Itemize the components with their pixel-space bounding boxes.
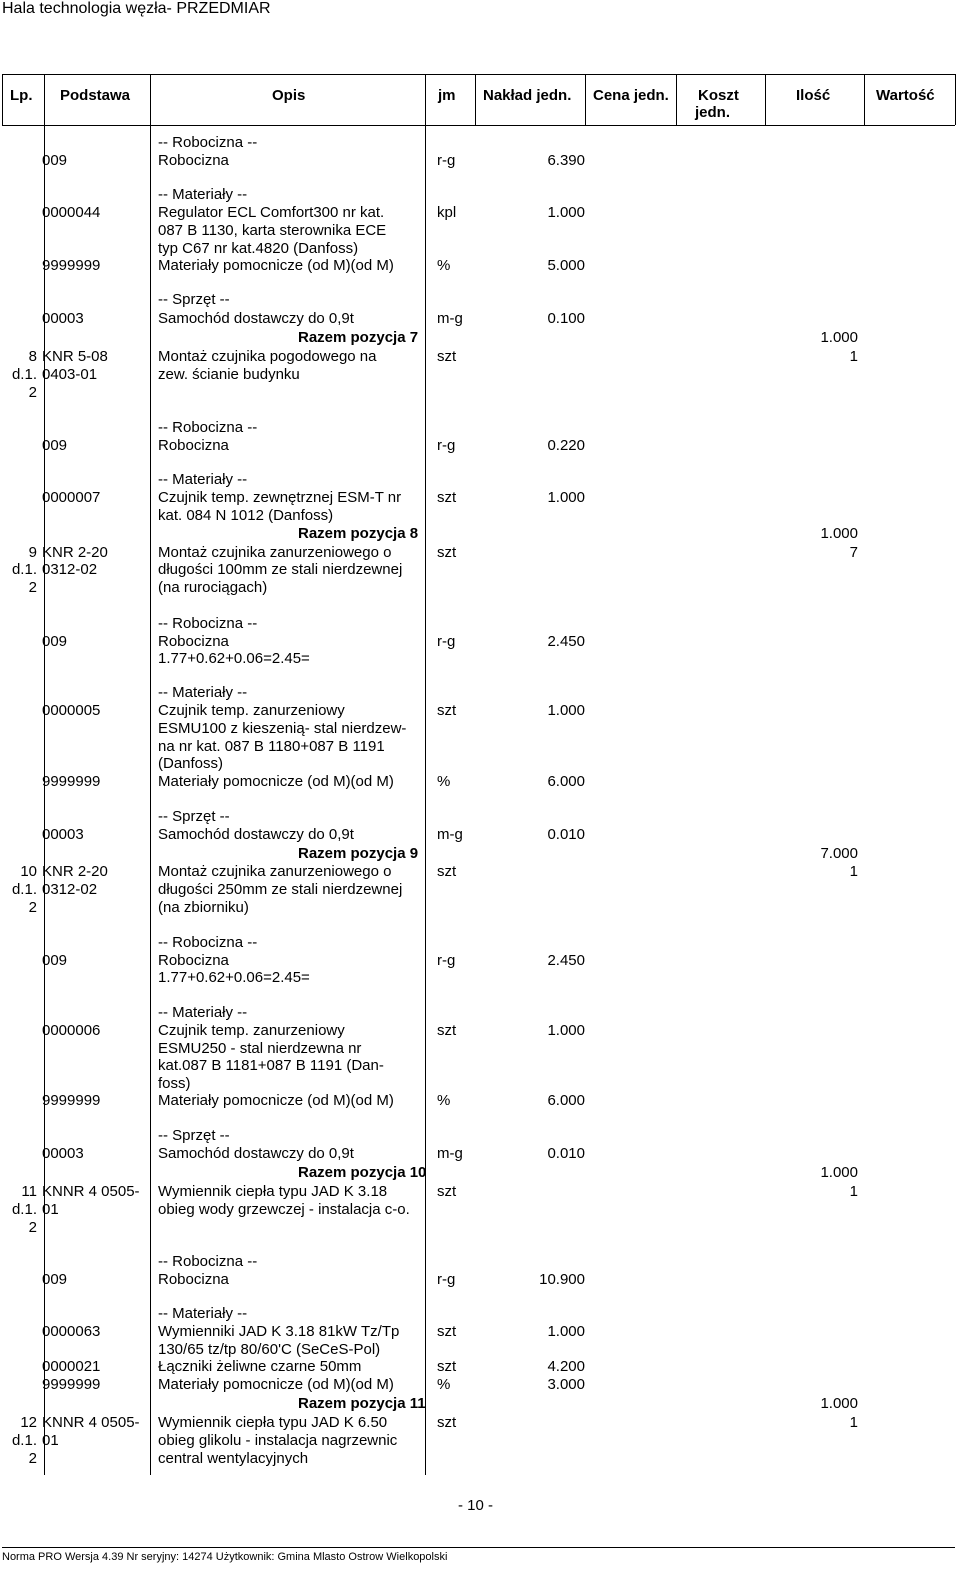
col-header-cena: Cena jedn. bbox=[593, 87, 669, 104]
quantity-value: 1 bbox=[849, 1183, 858, 1200]
description-text: Wymienniki JAD K 3.18 81kW Tz/Tp bbox=[158, 1323, 400, 1340]
unit-text: r-g bbox=[437, 437, 456, 454]
description-text: Samochód dostawczy do 0,9t bbox=[158, 826, 354, 843]
unit-text: szt bbox=[437, 1358, 457, 1375]
description-text: Wymiennik ciepła typu JAD K 6.50 bbox=[158, 1414, 388, 1431]
position-number: 12 bbox=[20, 1414, 37, 1431]
norm-value: 2.450 bbox=[547, 952, 585, 969]
unit-text: r-g bbox=[437, 1271, 456, 1288]
footer-text: Norma PRO Wersja 4.39 Nr seryjny: 14274 Użytkownik: Gmina Mlasto Ostrow Wielkopolski bbox=[2, 1551, 448, 1563]
unit-text: r-g bbox=[437, 152, 456, 169]
description-text: ESMU100 z kieszenią- stal nierdzew- bbox=[158, 720, 407, 737]
basis-code: 01 bbox=[42, 1432, 59, 1449]
quantity-value: 1 bbox=[849, 1414, 858, 1431]
norm-value: 1.000 bbox=[547, 489, 585, 506]
column-rule bbox=[150, 125, 151, 1475]
unit-text: szt bbox=[437, 544, 457, 561]
header-divider bbox=[150, 74, 151, 125]
unit-text: % bbox=[437, 773, 451, 790]
header-divider bbox=[585, 74, 586, 125]
norm-value: 0.010 bbox=[547, 826, 585, 843]
quantity-value: 7 bbox=[849, 544, 858, 561]
position-number: 10 bbox=[20, 863, 37, 880]
col-header-koszt-2: jedn. bbox=[695, 104, 731, 121]
header-divider bbox=[676, 74, 677, 125]
basis-code: 0000005 bbox=[42, 702, 101, 719]
quantity-value: 1.000 bbox=[820, 525, 858, 542]
unit-text: szt bbox=[437, 863, 457, 880]
col-header-lp: Lp. bbox=[10, 87, 33, 104]
description-text: -- Materiały -- bbox=[158, 186, 248, 203]
description-text: -- Robocizna -- bbox=[158, 419, 258, 436]
description-text: 1.77+0.62+0.06=2.45= bbox=[158, 650, 310, 667]
description-text: (na rurociągach) bbox=[158, 579, 268, 596]
description-text: Robocizna bbox=[158, 152, 229, 169]
norm-value: 1.000 bbox=[547, 1323, 585, 1340]
description-text: Robocizna bbox=[158, 437, 229, 454]
unit-text: szt bbox=[437, 702, 457, 719]
description-text: Samochód dostawczy do 0,9t bbox=[158, 310, 354, 327]
position-number: d.1. bbox=[11, 1432, 37, 1449]
position-number: 2 bbox=[28, 1219, 37, 1236]
description-text: foss) bbox=[158, 1075, 191, 1092]
basis-code: 00003 bbox=[42, 310, 84, 327]
document-title: Hala technologia węzła- PRZEDMIAR bbox=[2, 0, 271, 17]
description-text: kat. 084 N 1012 (Danfoss) bbox=[158, 507, 334, 524]
basis-code: 0000007 bbox=[42, 489, 101, 506]
norm-value: 5.000 bbox=[547, 257, 585, 274]
basis-code: KNR 2-20 bbox=[42, 544, 108, 561]
quantity-value: 1 bbox=[849, 863, 858, 880]
description-text: 1.77+0.62+0.06=2.45= bbox=[158, 969, 310, 986]
basis-code: 0000021 bbox=[42, 1358, 101, 1375]
quantity-value: 1.000 bbox=[820, 329, 858, 346]
description-text: Robocizna bbox=[158, 952, 229, 969]
description-text: kat.087 B 1181+087 B 1191 (Dan- bbox=[158, 1057, 384, 1074]
description-text: Materiały pomocnicze (od M)(od M) bbox=[158, 773, 394, 790]
description-text: -- Sprzęt -- bbox=[158, 291, 230, 308]
header-divider bbox=[475, 74, 476, 125]
description-text: -- Sprzęt -- bbox=[158, 808, 230, 825]
description-text: -- Sprzęt -- bbox=[158, 1127, 230, 1144]
position-number: 2 bbox=[28, 899, 37, 916]
norm-value: 3.000 bbox=[547, 1376, 585, 1393]
col-header-koszt: Koszt bbox=[698, 87, 739, 104]
description-text: 087 B 1130, karta sterownika ECE bbox=[158, 222, 387, 239]
quantity-value: 7.000 bbox=[820, 845, 858, 862]
header-divider bbox=[864, 74, 865, 125]
basis-code: 0403-01 bbox=[42, 366, 98, 383]
description-text: Wymiennik ciepła typu JAD K 3.18 bbox=[158, 1183, 388, 1200]
norm-value: 6.000 bbox=[547, 773, 585, 790]
basis-code: 0312-02 bbox=[42, 561, 98, 578]
description-text: 130/65 tz/tp 80/60'C (SeCeS-Pol) bbox=[158, 1341, 381, 1358]
description-text: Montaż czujnika zanurzeniowego o bbox=[158, 863, 392, 880]
norm-value: 1.000 bbox=[547, 1022, 585, 1039]
col-header-opis: Opis bbox=[272, 87, 306, 104]
unit-text: szt bbox=[437, 1323, 457, 1340]
description-text: -- Materiały -- bbox=[158, 1305, 248, 1322]
position-total-label: Razem pozycja 7 bbox=[298, 329, 419, 346]
basis-code: 0000006 bbox=[42, 1022, 101, 1039]
norm-value: 1.000 bbox=[547, 702, 585, 719]
description-text: Materiały pomocnicze (od M)(od M) bbox=[158, 257, 394, 274]
position-number: 2 bbox=[28, 1450, 37, 1467]
header-divider bbox=[425, 74, 426, 125]
position-number: 2 bbox=[28, 579, 37, 596]
description-text: -- Robocizna -- bbox=[158, 134, 258, 151]
header-top-rule bbox=[2, 74, 955, 75]
unit-text: szt bbox=[437, 1022, 457, 1039]
basis-code: 009 bbox=[42, 152, 68, 169]
header-bottom-rule bbox=[2, 125, 955, 126]
basis-code: 00003 bbox=[42, 1145, 84, 1162]
col-header-jm: jm bbox=[438, 87, 456, 104]
basis-code: 01 bbox=[42, 1201, 59, 1218]
unit-text: % bbox=[437, 1092, 451, 1109]
position-total-label: Razem pozycja 10 bbox=[298, 1164, 427, 1181]
description-text: Materiały pomocnicze (od M)(od M) bbox=[158, 1376, 394, 1393]
basis-code: 00003 bbox=[42, 826, 84, 843]
description-text: -- Robocizna -- bbox=[158, 615, 258, 632]
description-text: Czujnik temp. zewnętrznej ESM-T nr bbox=[158, 489, 402, 506]
basis-code: KNR 5-08 bbox=[42, 348, 108, 365]
quantity-value: 1 bbox=[849, 348, 858, 365]
description-text: Regulator ECL Comfort300 nr kat. bbox=[158, 204, 385, 221]
description-text: Robocizna bbox=[158, 1271, 229, 1288]
col-header-ilosc: Ilość bbox=[796, 87, 831, 104]
description-text: Czujnik temp. zanurzeniowy bbox=[158, 1022, 345, 1039]
header-divider bbox=[955, 74, 956, 125]
description-text: (Danfoss) bbox=[158, 755, 224, 772]
unit-text: % bbox=[437, 257, 451, 274]
norm-value: 0.100 bbox=[547, 310, 585, 327]
unit-text: szt bbox=[437, 489, 457, 506]
description-text: Montaż czujnika zanurzeniowego o bbox=[158, 544, 392, 561]
position-total-label: Razem pozycja 9 bbox=[298, 845, 419, 862]
description-text: -- Materiały -- bbox=[158, 1004, 248, 1021]
basis-code: 0312-02 bbox=[42, 881, 98, 898]
position-number: d.1. bbox=[11, 1201, 37, 1218]
norm-value: 1.000 bbox=[547, 204, 585, 221]
basis-code: 009 bbox=[42, 1271, 68, 1288]
position-total-label: Razem pozycja 8 bbox=[298, 525, 419, 542]
unit-text: szt bbox=[437, 348, 457, 365]
description-text: zew. ścianie budynku bbox=[158, 366, 300, 383]
description-text: długości 100mm ze stali nierdzewnej bbox=[158, 561, 403, 578]
norm-value: 2.450 bbox=[547, 633, 585, 650]
position-number: d.1. bbox=[11, 366, 37, 383]
position-number: 8 bbox=[28, 348, 37, 365]
position-number: 9 bbox=[28, 544, 37, 561]
description-text: Montaż czujnika pogodowego na bbox=[158, 348, 377, 365]
description-text: Czujnik temp. zanurzeniowy bbox=[158, 702, 345, 719]
basis-code: 9999999 bbox=[42, 257, 101, 274]
header-divider bbox=[765, 74, 766, 125]
quantity-value: 1.000 bbox=[820, 1395, 858, 1412]
description-text: -- Materiały -- bbox=[158, 684, 248, 701]
page-number: - 10 - bbox=[458, 1497, 494, 1514]
description-text: -- Materiały -- bbox=[158, 471, 248, 488]
basis-code: 0000044 bbox=[42, 204, 101, 221]
description-text: Łączniki żeliwne czarne 50mm bbox=[158, 1358, 362, 1375]
basis-code: 9999999 bbox=[42, 1092, 101, 1109]
quantity-value: 1.000 bbox=[820, 1164, 858, 1181]
unit-text: m-g bbox=[437, 310, 463, 327]
description-text: ESMU250 - stal nierdzewna nr bbox=[158, 1040, 362, 1057]
description-text: obieg glikolu - instalacja nagrzewnic bbox=[158, 1432, 398, 1449]
norm-value: 10.900 bbox=[539, 1271, 585, 1288]
basis-code: 009 bbox=[42, 633, 68, 650]
unit-text: m-g bbox=[437, 826, 463, 843]
col-header-podstawa: Podstawa bbox=[60, 87, 131, 104]
header-divider bbox=[2, 74, 3, 125]
description-text: na nr kat. 087 B 1180+087 B 1191 bbox=[158, 738, 385, 755]
description-text: -- Robocizna -- bbox=[158, 1253, 258, 1270]
basis-code: KNR 2-20 bbox=[42, 863, 108, 880]
position-number: d.1. bbox=[11, 561, 37, 578]
header-divider bbox=[44, 74, 45, 125]
description-text: obieg wody grzewczej - instalacja c-o. bbox=[158, 1201, 410, 1218]
description-text: (na zbiorniku) bbox=[158, 899, 249, 916]
basis-code: 9999999 bbox=[42, 1376, 101, 1393]
description-text: -- Robocizna -- bbox=[158, 934, 258, 951]
basis-code: KNNR 4 0505- bbox=[42, 1414, 140, 1431]
description-text: długości 250mm ze stali nierdzewnej bbox=[158, 881, 403, 898]
description-text: typ C67 nr kat.4820 (Danfoss) bbox=[158, 240, 359, 257]
unit-text: kpl bbox=[437, 204, 457, 221]
unit-text: szt bbox=[437, 1414, 457, 1431]
unit-text: m-g bbox=[437, 1145, 463, 1162]
basis-code: KNNR 4 0505- bbox=[42, 1183, 140, 1200]
norm-value: 6.000 bbox=[547, 1092, 585, 1109]
basis-code: 009 bbox=[42, 437, 68, 454]
description-text: Robocizna bbox=[158, 633, 229, 650]
basis-code: 0000063 bbox=[42, 1323, 101, 1340]
position-number: 11 bbox=[21, 1183, 37, 1200]
unit-text: r-g bbox=[437, 633, 456, 650]
footer-rule bbox=[2, 1547, 955, 1548]
position-total-label: Razem pozycja 11 bbox=[298, 1395, 426, 1412]
col-header-wartosc: Wartość bbox=[876, 87, 935, 104]
basis-code: 009 bbox=[42, 952, 68, 969]
unit-text: % bbox=[437, 1376, 451, 1393]
norm-value: 0.220 bbox=[547, 437, 585, 454]
norm-value: 4.200 bbox=[547, 1358, 585, 1375]
unit-text: szt bbox=[437, 1183, 457, 1200]
norm-value: 6.390 bbox=[547, 152, 585, 169]
basis-code: 9999999 bbox=[42, 773, 101, 790]
norm-value: 0.010 bbox=[547, 1145, 585, 1162]
description-text: central wentylacyjnych bbox=[158, 1450, 309, 1467]
position-number: d.1. bbox=[11, 881, 37, 898]
description-text: Materiały pomocnicze (od M)(od M) bbox=[158, 1092, 394, 1109]
unit-text: r-g bbox=[437, 952, 456, 969]
col-header-naklad: Nakład jedn. bbox=[483, 87, 572, 104]
description-text: Samochód dostawczy do 0,9t bbox=[158, 1145, 354, 1162]
position-number: 2 bbox=[28, 384, 37, 401]
